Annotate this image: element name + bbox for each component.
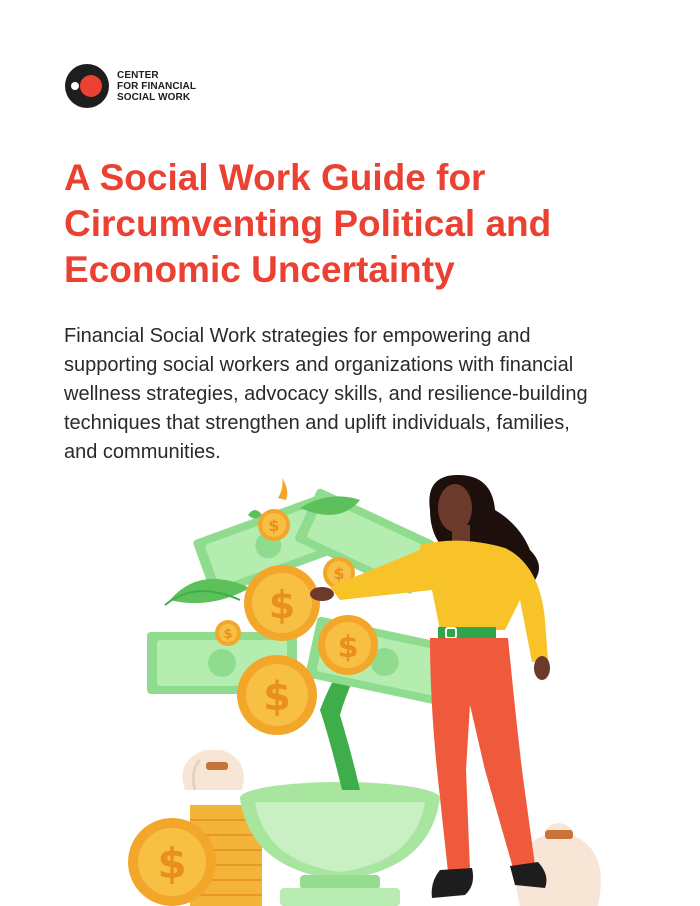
subtitle-line: and communities. — [64, 441, 221, 463]
svg-text:$: $ — [268, 583, 296, 627]
illustration-svg — [0, 470, 700, 906]
page-subtitle — [64, 322, 644, 467]
title-line: A Social Work Guide for — [64, 157, 486, 198]
title-line: Economic Uncertainty — [64, 249, 455, 290]
coin-icon — [244, 565, 320, 641]
subtitle-line: techniques that strengthen and uplift individuals, families, — [64, 412, 570, 434]
subtitle-line: supporting social workers and organizations with financial — [64, 354, 574, 376]
coin-icon — [128, 818, 216, 906]
logo-text — [117, 70, 196, 103]
logo-line: FOR FINANCIAL — [117, 80, 197, 92]
title-line: Circumventing Political and — [64, 203, 552, 244]
money-bag-icon — [183, 750, 244, 790]
logo — [65, 64, 196, 108]
svg-text:$: $ — [157, 839, 187, 888]
svg-text:$: $ — [263, 674, 291, 720]
svg-text:$: $ — [333, 564, 345, 583]
svg-text:$: $ — [337, 630, 359, 665]
coin-icon — [215, 620, 241, 646]
svg-text:$: $ — [268, 516, 280, 535]
logo-line: SOCIAL WORK — [117, 91, 191, 103]
coin-icon — [237, 655, 317, 735]
svg-text:$: $ — [223, 627, 233, 642]
bowl-icon — [240, 782, 440, 906]
coin-icon — [318, 615, 378, 675]
subtitle-line: Financial Social Work strategies for empowering and — [64, 325, 531, 347]
page-title — [64, 155, 664, 293]
coin-icon — [258, 509, 290, 541]
subtitle-line: wellness strategies, advocacy skills, and resilience-building — [64, 383, 588, 405]
cover-illustration — [0, 470, 700, 906]
logo-line: CENTER — [117, 69, 159, 81]
cfsw-logo-icon — [65, 64, 109, 108]
